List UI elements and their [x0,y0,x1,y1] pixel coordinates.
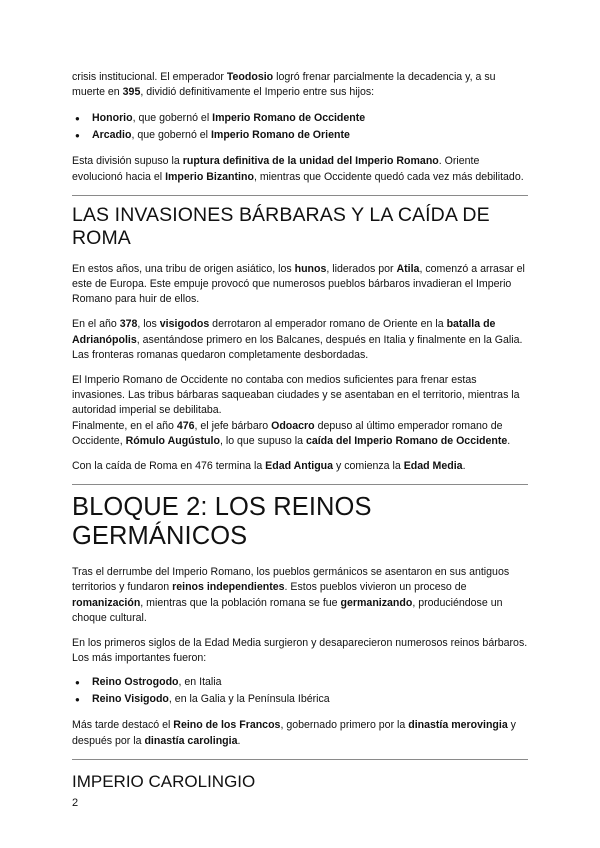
list-item: ● Honorio, que gobernó el Imperio Romano de Occidente [72,110,528,127]
section-divider [72,759,528,760]
emphasis-text: batalla de Adrianópolis [72,318,496,346]
emphasis-text: caída del Imperio Romano de Occidente [305,434,508,447]
emphasis-text: Reino de los Francos [173,719,281,732]
list-item: ● Arcadio, que gobernó el Imperio Romano de Oriente [72,127,528,144]
emphasis-text: Reino Visigodo [92,693,169,706]
emphasis-text: germanizando [340,596,413,609]
emphasis-text: Atila [396,262,420,275]
bullet-list-hijos [72,110,528,144]
paragraph-francos: Más tarde destacó el Reino de los Francos, gobernado primero por la dinastía merovingia y después por la dinastía carolingia. [72,719,516,747]
paragraph-hunos: En estos años, una tribu de origen asiático, los hunos, liderados por Atila, comenzó a arrasar el este de Europa. Este empuje provocó que numerosos pueblos bárbaros invadieran el Imperio Romano para huir de ellos. [72,262,525,306]
emphasis-text: reinos independientes [172,581,285,594]
paragraph-reinos-germanicos: Tras el derrumbe del Imperio Romano, los pueblos germánicos se asentaron en sus antiguos territorios y fundaron reinos independientes. Estos pueblos vivieron un proceso de romanización, mientras que la población romana se fue germanizando, produciéndose un choque cultural. [72,566,510,624]
emphasis-text: Imperio Romano de Oriente [210,129,350,142]
emphasis-text: dinastía merovingia [408,719,508,732]
emphasis-text: Imperio Bizantino [165,170,254,183]
emphasis-text: Edad Antigua [265,460,334,473]
heading-bloque-2: BLOQUE 2: LOS REINOS GERMÁNICOS [72,493,372,551]
emphasis-text: romanización [72,596,141,609]
heading-invasiones: LAS INVASIONES BÁRBARAS Y LA CAÍDA DE ROMA [72,203,490,249]
emphasis-text: Odoacro [271,419,315,432]
paragraph-odoacro: Finalmente, en el año 476, el jefe bárbaro Odoacro depuso al último emperador romano de Occidente, Rómulo Augústulo, lo que supuso la caída del Imperio Romano de Occidente. [72,419,511,447]
emphasis-text: Edad Media [403,460,463,473]
list-item: ● Reino Visigodo, en la Galia y la Península Ibérica [72,691,528,708]
page-number: 2 [72,797,79,809]
emphasis-text: Teodosio [226,71,274,83]
emphasis-text: Rómulo Augústulo [125,434,220,447]
emphasis-text: Reino Ostrogodo [92,676,179,689]
emphasis-text: visigodos [159,318,210,331]
section-divider [72,195,528,196]
heading-imperio-carolingio: IMPERIO CAROLINGIO [72,771,256,791]
paragraph-division: Esta división supuso la ruptura definitiva de la unidad del Imperio Romano. Oriente evolucionó hacia el Imperio Bizantino, mientras que Occidente quedó cada vez más debilitado. [72,155,524,183]
emphasis-text: dinastía carolingia [144,734,238,747]
emphasis-text: 378 [119,318,138,331]
section-divider [72,484,528,485]
emphasis-text: Imperio Romano de Occidente [212,112,366,125]
emphasis-text: 395 [122,86,141,99]
paragraph-reinos-barbaros: En los primeros siglos de la Edad Media surgieron y desaparecieron numerosos reinos bárbaros. Los más importantes fueron: [72,637,528,665]
paragraph-visigodos: En el año 378, los visigodos derrotaron al emperador romano de Oriente en la batalla de Adrianópolis, asentándose primero en los Balcanes, después en Italia y finalmente en la Galia. Las fronteras romanas quedaron completamente desbordadas. [72,318,523,361]
emphasis-text: hunos [294,262,327,275]
list-item: ● Reino Ostrogodo, en Italia [72,674,528,691]
paragraph-imperio-occidente: El Imperio Romano de Occidente no contaba con medios suficientes para frenar estas invasiones. Las tribus bárbaras saqueaban ciudades y se asentaban en el territorio, mientras la autoridad imperial se debilitaba. [72,374,520,417]
emphasis-text: 476 [176,419,195,432]
document-page [72,70,528,792]
paragraph-edad-media: Con la caída de Roma en 476 termina la Edad Antigua y comienza la Edad Media. [72,460,466,473]
paragraph-teodosio: crisis institucional. El emperador Teodosio logró frenar parcialmente la decadencia y, a su muerte en 395, dividió definitivamente el Imperio entre sus hijos: [72,71,496,99]
bullet-list-reinos [72,674,528,708]
emphasis-text: ruptura definitiva de la unidad del Imperio Romano [182,155,439,168]
emphasis-text: Honorio [92,112,133,125]
emphasis-text: Arcadio [92,129,132,142]
